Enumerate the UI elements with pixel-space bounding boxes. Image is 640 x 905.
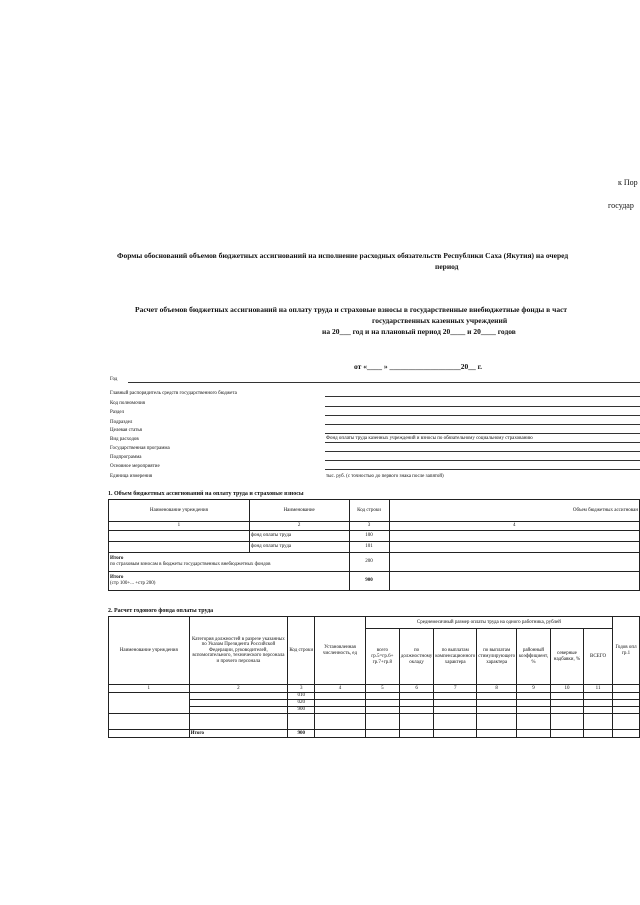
s2-cell [477,714,517,730]
s2-num: 6 [399,685,433,693]
s2-cell [477,700,517,707]
s2-cell [365,714,399,730]
forms-title-2: период [435,262,459,271]
s2-sub-stim: по выплатам стимулирующего характера [477,629,517,685]
s2-cell [550,700,583,707]
field-label: Главный распорядитель средств государственного бюджета [110,391,237,396]
year-underline [128,382,640,383]
s2-cell [399,730,433,738]
s2-num: 1 [109,685,190,693]
s2-cell [517,707,551,714]
s2-cell [550,693,583,700]
field-label: Подпрограмма [110,455,142,460]
s2-itogo: Итого [189,730,288,738]
s2-cell [315,730,365,738]
s2-col-right: Годов опл гр.1 [613,617,640,685]
s2-row-code: 010 [288,693,315,700]
field-line [325,460,640,461]
field-line [325,396,640,397]
field-label: Код полномочия [110,401,145,406]
s2-cell [477,730,517,738]
s1-cell [389,542,640,553]
s2-cell [109,693,190,714]
header-line-2: государ [608,201,634,210]
s2-cell [613,685,640,693]
s1-itogo1-a: Итого [110,556,124,561]
section2-table [108,616,640,738]
s2-cell [399,707,433,714]
s1-cell [109,542,250,553]
s2-cell [550,714,583,730]
field-value: Фонд оплаты труда казенных учреждений и взносы по обязательному социальному страхованию [326,436,533,441]
s2-sub-comp: по выплатам компенсационного характера [434,629,477,685]
s2-row-code: 900 [288,707,315,714]
field-label: Раздел [110,410,125,415]
s2-group-header: Среднемесячный размер оплаты труда на одного работника, рублей [365,617,612,629]
s1-header: Наименование учреждения [109,500,250,522]
s2-row-code: 020 [288,700,315,707]
s2-sub-coef: районный коэффициент, % [517,629,551,685]
s1-num: 2 [249,522,349,531]
s2-sub-all: ВСЕГО [584,629,613,685]
s2-itogo-code: 900 [288,730,315,738]
field-value: тыс. руб. (с точностью до первого знака после запятой) [326,474,444,479]
s2-cell [399,714,433,730]
s2-cell [584,730,613,738]
s1-cell [389,553,640,572]
s2-num: 7 [434,685,477,693]
field-line [325,415,640,416]
s1-header: Наименование [249,500,349,522]
s2-cell [434,707,477,714]
s2-cell [517,714,551,730]
s2-cell [189,693,288,700]
field-label: Вид расходов [110,437,139,442]
s2-cell [189,707,288,714]
header-line-1: к Пор [618,178,638,187]
date-line: от «____ » ___________________20__ г. [354,362,483,371]
s2-cell [189,714,288,730]
s2-cell [434,693,477,700]
s2-cell [365,693,399,700]
s2-num: 10 [550,685,583,693]
s1-itogo1-code: 200 [349,553,389,572]
s2-cell [315,707,365,714]
s2-cell [399,693,433,700]
s2-cell [109,730,190,738]
s2-cell [517,693,551,700]
s2-num: 5 [365,685,399,693]
s1-itogo1 [109,553,350,572]
s1-itogo1-b: по страховым взносам в бюджеты государственных внебюджетных фондов [110,562,271,567]
field-line [325,451,640,452]
s2-cell [477,693,517,700]
field-label: Государственная программа [110,446,170,451]
calc-title-2: государственных казенных учреждений [372,316,508,325]
s2-sub-north: северные надбавки, % [550,629,583,685]
s1-cell [389,572,640,591]
s2-cell [288,714,315,730]
s2-cell [477,707,517,714]
s1-itogo2-b: (стр 100+... +стр 200) [110,581,156,586]
forms-title: Формы обоснований объемов бюджетных ассигнований на исполнение расходных обязательств Республики Саха (Якутия) на очеред [117,251,569,260]
field-line [325,433,640,434]
s2-num: 11 [584,685,613,693]
s2-cell [584,707,613,714]
s2-cell [613,707,640,714]
s2-cell [434,714,477,730]
s1-itogo2 [109,572,350,591]
s2-cell [434,700,477,707]
s1-itogo2-a: Итого [110,575,124,580]
s2-cell [584,714,613,730]
s2-sub-total: всего гр.5=гр.6+ гр.7+гр.8 [365,629,399,685]
field-line [325,469,640,470]
s2-num: 4 [315,685,365,693]
field-line [325,406,640,407]
s1-num: 3 [349,522,389,531]
s2-num: 9 [517,685,551,693]
calc-title-3: на 20___ год и на плановый период 20____ и 20____ годов [322,327,516,336]
s2-cell [613,714,640,730]
s2-cell [613,700,640,707]
s2-cell [517,730,551,738]
s2-cell [365,707,399,714]
s1-row-name: фонд оплаты труда [249,531,349,542]
s2-cell [517,700,551,707]
s1-header: Код строки [349,500,389,522]
field-line [325,442,640,443]
s2-cell [613,730,640,738]
s2-num: 8 [477,685,517,693]
s2-cell [315,700,365,707]
s2-col-code: Код строки [288,617,315,685]
section1-title: 1. Объем бюджетных ассигнований на оплату труда и страховые взносы [108,491,304,497]
s2-cell [315,714,365,730]
s2-cell [584,700,613,707]
s1-itogo2-code: 900 [349,572,389,591]
s2-cell [584,693,613,700]
s2-cell [365,730,399,738]
s2-num: 2 [189,685,288,693]
s2-col-name: Наименование учреждения [109,617,190,685]
s1-num: 4 [389,522,640,531]
s2-cell [365,700,399,707]
s1-num: 1 [109,522,250,531]
s1-cell [389,531,640,542]
s2-cell [399,700,433,707]
s2-cell [189,700,288,707]
year-label: Год [110,377,118,382]
field-label: Основное мероприятие [110,464,160,469]
field-label: Единица измерения [110,474,153,479]
s2-cell [315,693,365,700]
section2-title: 2. Расчет годового фонда оплаты труда [108,608,214,614]
s2-num: 3 [288,685,315,693]
s1-cell [109,531,250,542]
s2-col-category: Категория должностей в разрезе указанных по Указам Президента Российской Федерации, руководителей, вспомогательного, технического персонала и прочего персонала [189,617,288,685]
calc-title-1: Расчет объемов бюджетных ассигнований на оплату труда и страховые взносы в государственные внебюджетные фонды в част [135,305,568,314]
s2-cell [109,714,190,730]
s2-cell [550,707,583,714]
field-label: Целевая статья [110,428,142,433]
s2-col-staff: Установленная численность, ед [315,617,365,685]
s2-cell [434,730,477,738]
s1-row-name: фонд оплаты труда [249,542,349,553]
section1-table [108,499,640,591]
field-line [325,424,640,425]
field-label: Подраздел [110,420,133,425]
s1-row-code: 101 [349,542,389,553]
s1-header: Объем бюджетных ассигнован [389,500,640,522]
s2-cell [550,730,583,738]
s1-row-code: 100 [349,531,389,542]
s2-cell [613,693,640,700]
s2-sub-salary: по должностному окладу [399,629,433,685]
